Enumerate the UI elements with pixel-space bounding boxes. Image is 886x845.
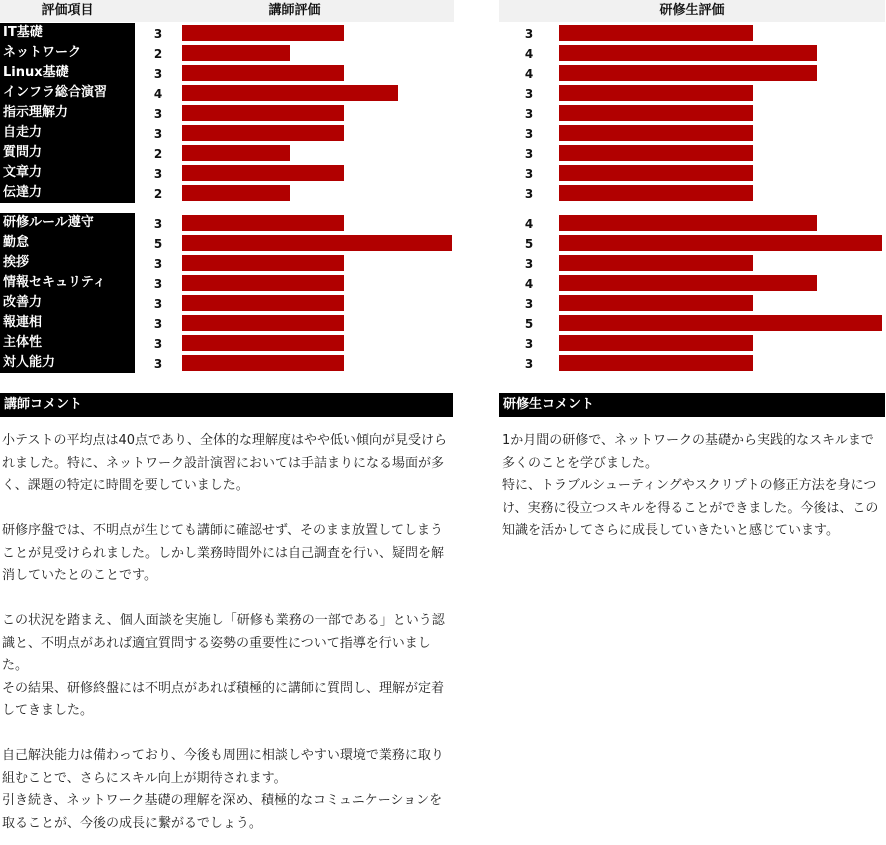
trainee-score-bar: [559, 85, 753, 101]
trainee-comment-title: 研修生コメント: [499, 393, 885, 417]
trainee-score: 3: [524, 167, 534, 181]
trainee-score-bar: [559, 25, 753, 41]
instructor-score: 3: [153, 217, 163, 231]
instructor-score: 3: [153, 357, 163, 371]
instructor-score-bar: [182, 315, 344, 331]
category-label: ネットワーク: [0, 43, 135, 63]
instructor-score-bar: [182, 235, 452, 251]
instructor-comment-paragraph: 引き続き、ネットワーク基礎の理解を深め、積極的なコミュニケーションを取ることが、今後の成長に繋がるでしょう。: [2, 793, 443, 831]
instructor-score-bar: [182, 165, 344, 181]
instructor-score: 3: [153, 27, 163, 41]
category-label: 質問力: [0, 143, 135, 163]
instructor-score: 5: [153, 237, 163, 251]
trainee-comment-paragraph: 特に、トラブルシューティングやスクリプトの修正方法を身につけ、実務に役立つスキルを得ることができました。今後は、この知識を活かしてさらに成長していきたいと感じています。: [502, 478, 879, 538]
instructor-comment-paragraph: 小テストの平均点は40点であり、全体的な理解度はやや低い傾向が見受けられました。特に、ネットワーク設計演習においては手詰まりになる場面が多く、課題の特定に時間を要していました。: [2, 433, 448, 493]
trainee-comment-body: [502, 430, 884, 543]
trainee-score: 4: [524, 277, 534, 291]
category-label: 研修ルール遵守: [0, 213, 135, 233]
instructor-comment-paragraph: その結果、研修終盤には不明点があれば積極的に講師に質問し、理解が定着してきました。: [2, 680, 445, 718]
trainee-score-bar: [559, 165, 753, 181]
trainee-score-bar: [559, 335, 753, 351]
category-label: 勤怠: [0, 233, 135, 253]
instructor-score-bar: [182, 185, 290, 201]
instructor-score-bar: [182, 65, 344, 81]
category-label: 対人能力: [0, 353, 135, 373]
instructor-score-bar: [182, 215, 344, 231]
trainee-score-bar: [559, 185, 753, 201]
category-label: IT基礎: [0, 23, 135, 43]
instructor-score: 3: [153, 317, 163, 331]
instructor-comment-paragraph: 自己解決能力は備わっており、今後も周囲に相談しやすい環境で業務に取り組むことで、さらにスキル向上が期待されます。: [2, 748, 444, 786]
trainee-score-bar: [559, 275, 817, 291]
category-label: 情報セキュリティ: [0, 273, 135, 293]
trainee-score: 3: [524, 257, 534, 271]
trainee-comment-paragraph: 1か月間の研修で、ネットワークの基礎から実践的なスキルまで多くのことを学びました。: [502, 433, 874, 471]
instructor-score: 3: [153, 127, 163, 141]
trainee-score: 3: [524, 87, 534, 101]
trainee-score-bar: [559, 125, 753, 141]
instructor-score: 3: [153, 167, 163, 181]
trainee-score: 3: [524, 147, 534, 161]
trainee-score-bar: [559, 105, 753, 121]
instructor-score-bar: [182, 275, 344, 291]
header-instructor: 講師評価: [135, 0, 454, 22]
instructor-score: 3: [153, 107, 163, 121]
trainee-score: 3: [524, 297, 534, 311]
trainee-score: 4: [524, 47, 534, 61]
category-label: 指示理解力: [0, 103, 135, 123]
instructor-score: 3: [153, 67, 163, 81]
category-label: 伝達力: [0, 183, 135, 203]
instructor-score-bar: [182, 85, 398, 101]
instructor-score: 2: [153, 187, 163, 201]
instructor-score-bar: [182, 125, 344, 141]
trainee-score: 4: [524, 217, 534, 231]
trainee-score: 3: [524, 337, 534, 351]
instructor-score-bar: [182, 355, 344, 371]
category-label: Linux基礎: [0, 63, 135, 83]
instructor-score: 3: [153, 257, 163, 271]
trainee-score-bar: [559, 215, 817, 231]
category-label: 挨拶: [0, 253, 135, 273]
trainee-score: 3: [524, 127, 534, 141]
instructor-score: 2: [153, 147, 163, 161]
category-label: インフラ総合演習: [0, 83, 135, 103]
trainee-score-bar: [559, 255, 753, 271]
instructor-score: 3: [153, 277, 163, 291]
trainee-score-bar: [559, 145, 753, 161]
trainee-score: 5: [524, 237, 534, 251]
instructor-score-bar: [182, 255, 344, 271]
header-trainee: 研修生評価: [499, 0, 885, 22]
instructor-score-bar: [182, 335, 344, 351]
category-label: 文章力: [0, 163, 135, 183]
instructor-score: 2: [153, 47, 163, 61]
instructor-score: 3: [153, 337, 163, 351]
header-category: 評価項目: [0, 0, 135, 22]
instructor-score-bar: [182, 105, 344, 121]
trainee-score-bar: [559, 45, 817, 61]
trainee-score-bar: [559, 355, 753, 371]
category-label: 主体性: [0, 333, 135, 353]
trainee-score-bar: [559, 315, 882, 331]
instructor-comment-paragraph: この状況を踏まえ、個人面談を実施し「研修も業務の一部である」という認識と、不明点があれば適宜質問する姿勢の重要性について指導を行いました。: [2, 613, 445, 673]
trainee-score: 3: [524, 107, 534, 121]
trainee-score-bar: [559, 295, 753, 311]
instructor-comment-title: 講師コメント: [0, 393, 453, 417]
instructor-score: 4: [153, 87, 163, 101]
trainee-score-bar: [559, 235, 882, 251]
trainee-score-bar: [559, 65, 817, 81]
instructor-comment-body: [2, 430, 452, 835]
instructor-score-bar: [182, 45, 290, 61]
trainee-score: 3: [524, 187, 534, 201]
category-label: 自走力: [0, 123, 135, 143]
instructor-score-bar: [182, 295, 344, 311]
category-label: 改善力: [0, 293, 135, 313]
instructor-comment-paragraph: 研修序盤では、不明点が生じても講師に確認せず、そのまま放置してしまうことが見受けられました。しかし業務時間外には自己調査を行い、疑問を解消していたとのことです。: [2, 523, 445, 583]
trainee-score: 5: [524, 317, 534, 331]
instructor-score: 3: [153, 297, 163, 311]
instructor-score-bar: [182, 25, 344, 41]
trainee-score: 4: [524, 67, 534, 81]
trainee-score: 3: [524, 357, 534, 371]
instructor-score-bar: [182, 145, 290, 161]
category-label: 報連相: [0, 313, 135, 333]
trainee-score: 3: [524, 27, 534, 41]
